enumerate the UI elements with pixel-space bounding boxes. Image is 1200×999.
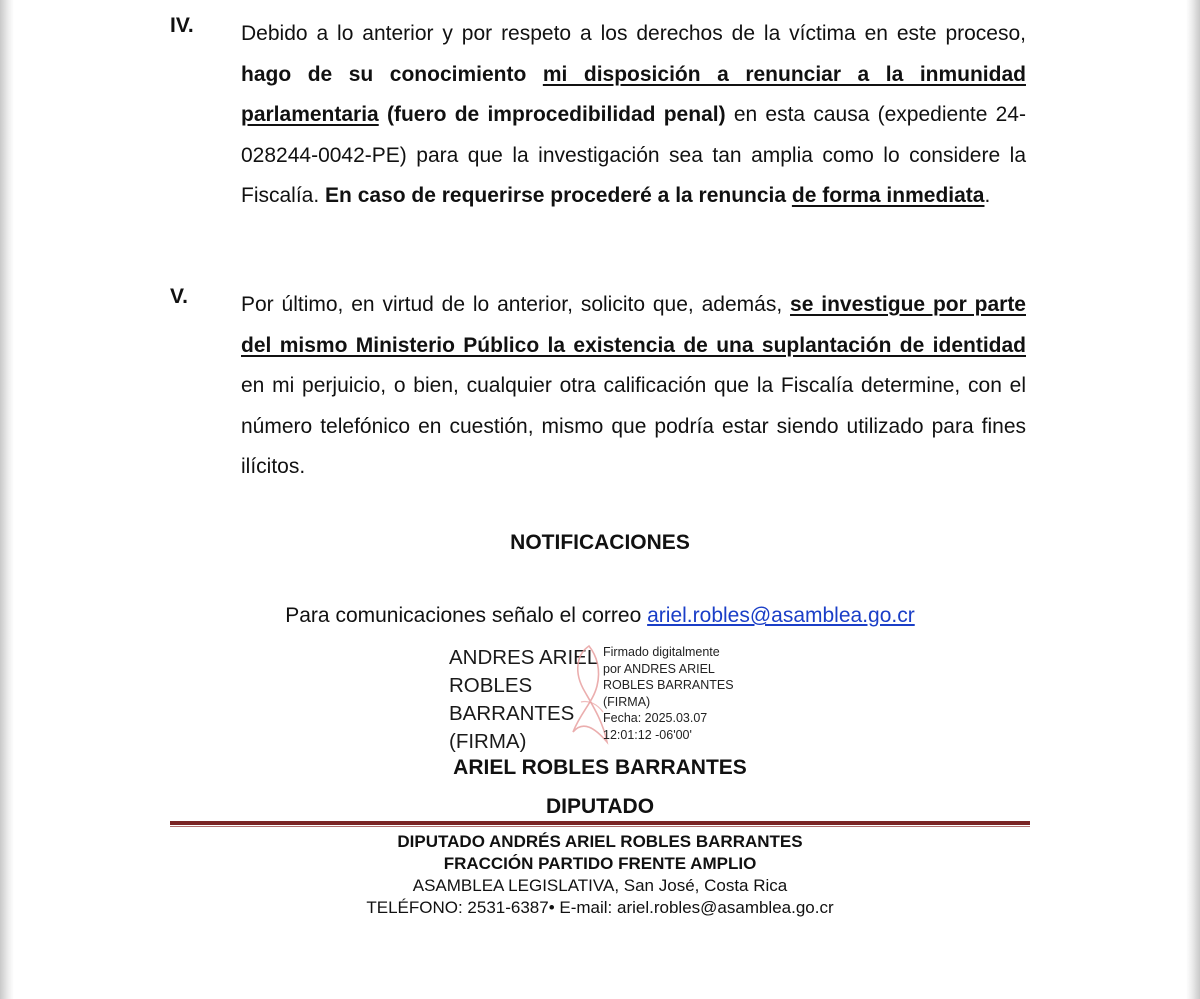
footer-contact: TELÉFONO: 2531-6387• E-mail: ariel.robles@asamblea.go.cr xyxy=(366,898,834,917)
text-segment: en esta causa (expediente 24-028244-0042-PE) para que la investigación sea tan amplia como lo considere la Fiscalía. xyxy=(241,103,1026,207)
text-segment: Por último, en virtud de lo anterior, solicito que, además, xyxy=(241,293,791,316)
signature-name-line: BARRANTES xyxy=(449,702,575,725)
section-v-text xyxy=(241,285,1026,488)
digital-signature xyxy=(449,644,769,756)
signer-name: ARIEL ROBLES BARRANTES xyxy=(453,756,747,779)
signature-name-line: (FIRMA) xyxy=(449,730,527,753)
footer-address: ASAMBLEA LEGISLATIVA, San José, Costa Rica xyxy=(412,876,788,895)
text-segment: En caso de requerirse procederé a la renuncia xyxy=(325,184,792,207)
text-segment: en mi perjuicio, o bien, cualquier otra calificación que la Fiscalía determine, con el número telefónico en cuestión, mismo que podría estar siendo utilizado para fines ilícitos. xyxy=(241,374,1026,478)
text-segment: se investigue por parte del mismo Ministerio Público la existencia de una suplantación de identidad xyxy=(241,293,1026,357)
signature-name-line: ANDRES ARIEL xyxy=(449,646,599,669)
text-segment xyxy=(379,103,387,126)
text-segment: (fuero de improcedibilidad penal) xyxy=(386,103,726,126)
contact-text: Para comunicaciones señalo el correo xyxy=(285,604,648,627)
footer-name: DIPUTADO ANDRÉS ARIEL ROBLES BARRANTES xyxy=(397,832,803,851)
notifications-heading: NOTIFICACIONES xyxy=(510,531,690,554)
footer-divider xyxy=(170,821,1030,825)
text-segment: . xyxy=(984,184,991,207)
footer-party: FRACCIÓN PARTIDO FRENTE AMPLIO xyxy=(443,854,757,873)
text-segment xyxy=(526,63,543,86)
contact-line xyxy=(0,604,1200,628)
signature-detail-line: 12:01:12 -06'00' xyxy=(603,727,692,742)
section-iv-text xyxy=(241,14,1026,217)
text-segment: mi disposición a renunciar a la inmunidad parlamentaria xyxy=(241,62,1026,126)
contact-email-link[interactable]: ariel.robles@asamblea.go.cr xyxy=(647,604,915,627)
section-iv-numeral: IV. xyxy=(170,14,194,37)
text-segment: hago de su conocimiento xyxy=(241,62,527,86)
signature-detail-line: Fecha: 2025.03.07 xyxy=(603,711,708,725)
signature-detail-line: por ANDRES ARIEL xyxy=(603,661,715,676)
text-segment: Debido a lo anterior y por respeto a los derechos de la víctima en este proceso, xyxy=(241,22,1026,45)
signature-detail-line: ROBLES BARRANTES xyxy=(603,678,734,692)
signature-detail-line: (FIRMA) xyxy=(603,694,651,709)
signature-name-line: ROBLES xyxy=(449,674,533,697)
signature-details xyxy=(603,644,734,743)
signer-title: DIPUTADO xyxy=(545,795,655,818)
section-v-numeral: V. xyxy=(170,285,188,308)
signature-detail-line: Firmado digitalmente xyxy=(603,645,720,659)
footer-divider-thin xyxy=(170,826,1030,827)
text-segment: de forma inmediata xyxy=(791,184,985,207)
